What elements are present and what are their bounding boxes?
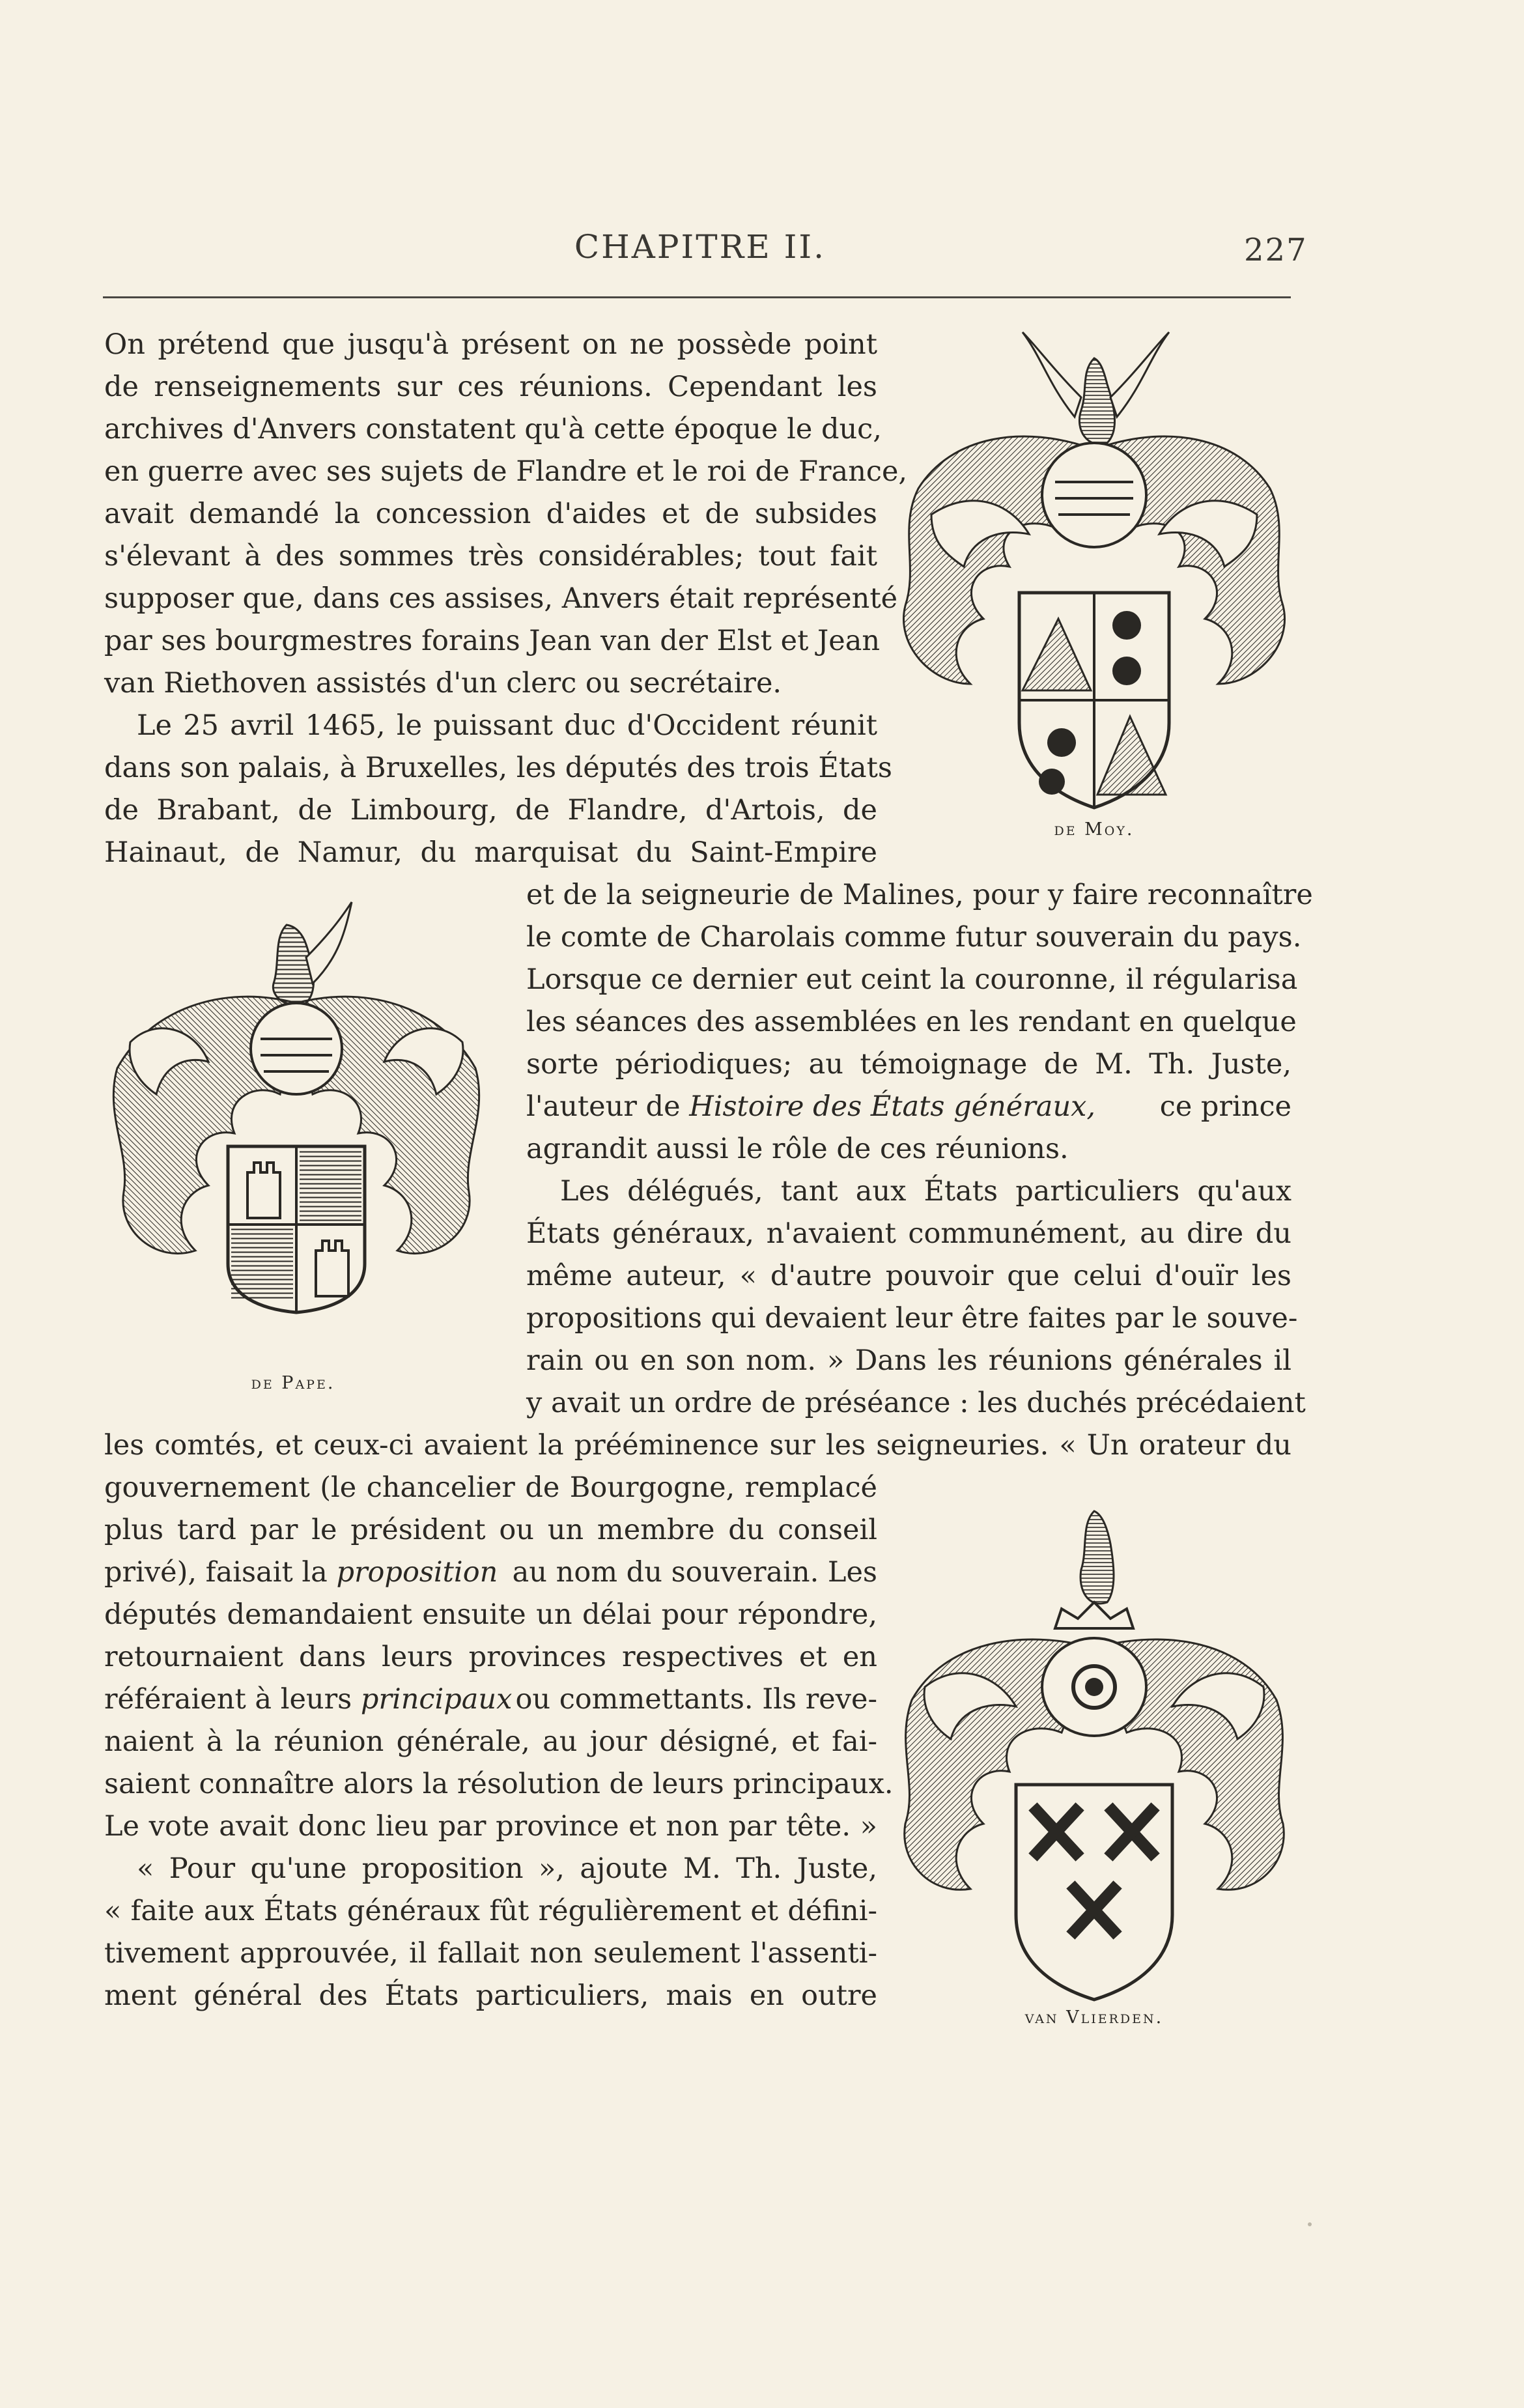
text-line: s'élevant à des sommes très considérables; tout fait	[104, 540, 877, 573]
text-line: Le vote avait donc lieu par province et non par tête. »	[104, 1810, 877, 1843]
caption-de-moy: de Moy.	[1054, 819, 1135, 840]
text-line: rain ou en son nom. » Dans les réunions générales il	[526, 1344, 1291, 1377]
text-line: tivement approuvée, il fallait non seulement l'assenti-	[104, 1937, 877, 1970]
text-line: y avait un ordre de préséance : les duchés précédaient	[526, 1387, 1306, 1419]
text-line: retournaient dans leurs provinces respectives et en	[104, 1641, 877, 1673]
text-segment: privé), faisait la proposition	[104, 1556, 498, 1589]
text-line: dans son palais, à Bruxelles, les députés des trois États	[104, 752, 892, 784]
text-line: les comtés, et ceux-ci avaient la prééminence sur les seigneuries. « Un orateur du	[104, 1429, 1291, 1462]
italic-title: Histoire des États généraux,	[689, 1090, 1096, 1123]
text-line: agrandit aussi le rôle de ces réunions.	[526, 1133, 1069, 1165]
coat-of-arms-van-vlierden-icon	[892, 1498, 1296, 2006]
text-line: plus tard par le président ou un membre du conseil	[104, 1514, 877, 1546]
text-line	[526, 1090, 1291, 1126]
caption-van-vlierden: van Vlierden.	[1024, 2007, 1164, 2028]
italic-word: proposition	[336, 1556, 498, 1589]
text-line: de Brabant, de Limbourg, de Flandre, d'Artois, de	[104, 794, 877, 827]
page-header-title: CHAPITRE II.	[574, 228, 826, 266]
text-line: saient connaître alors la résolution de leurs principaux.	[104, 1768, 894, 1800]
text-segment: l'auteur de Histoire des États généraux,	[526, 1090, 1096, 1123]
italic-word: principaux	[360, 1683, 513, 1716]
text-line: États généraux, n'avaient communément, au dire du	[526, 1217, 1291, 1250]
text-line: les séances des assemblées en les rendant en quelque	[526, 1006, 1297, 1038]
coat-of-arms-de-moy-icon	[892, 319, 1296, 814]
text-line: avait demandé la concession d'aides et de subsides	[104, 498, 877, 530]
text-line	[104, 1556, 877, 1591]
text-line: supposer que, dans ces assises, Anvers était représenté	[104, 582, 898, 615]
page-number: 227	[1244, 232, 1308, 268]
text-line: Les délégués, tant aux États particuliers qu'aux	[560, 1175, 1291, 1208]
text-line: naient à la réunion générale, au jour désigné, et fai-	[104, 1725, 877, 1758]
text-segment: ce prince	[1159, 1090, 1291, 1123]
text-line: le comte de Charolais comme futur souverain du pays.	[526, 921, 1302, 954]
text-line: « faite aux États généraux fût régulièrement et défini-	[104, 1895, 877, 1927]
header-rule	[103, 296, 1291, 298]
text-segment: ou commettants. Ils reve-	[515, 1683, 877, 1716]
text-line: van Riethoven assistés d'un clerc ou secrétaire.	[104, 667, 782, 700]
text-line: Lorsque ce dernier eut ceint la couronne, il régularisa	[526, 963, 1298, 996]
text-line: On prétend que jusqu'à présent on ne possède point	[104, 328, 877, 361]
coat-of-arms-van-vlierden	[892, 1498, 1296, 2006]
text-segment: au nom du souverain. Les	[512, 1556, 877, 1589]
text-line: et de la seigneurie de Malines, pour y faire reconnaître	[526, 879, 1313, 911]
text-line: en guerre avec ses sujets de Flandre et le roi de France,	[104, 455, 908, 488]
text-line: « Pour qu'une proposition », ajoute M. Th. Juste,	[137, 1852, 877, 1885]
text-line: ment général des États particuliers, mais en outre	[104, 1979, 877, 2012]
coat-of-arms-de-pape-icon	[104, 899, 488, 1316]
text-line: Le 25 avril 1465, le puissant duc d'Occident réunit	[137, 709, 877, 742]
text-segment: référaient à leurs principaux	[104, 1683, 513, 1716]
text-line: propositions qui devaient leur être faites par le souve-	[526, 1302, 1298, 1335]
text-line: par ses bourgmestres forains Jean van der Elst et Jean	[104, 625, 881, 657]
coat-of-arms-de-moy	[892, 319, 1296, 814]
text-line: députés demandaient ensuite un délai pour répondre,	[104, 1598, 877, 1631]
text-line: archives d'Anvers constatent qu'à cette époque le duc,	[104, 413, 882, 446]
text-line: sorte périodiques; au témoignage de M. Th. Juste,	[526, 1048, 1291, 1081]
text-line: de renseignements sur ces réunions. Cependant les	[104, 371, 877, 403]
text-line: Hainaut, de Namur, du marquisat du Saint-Empire	[104, 836, 877, 869]
caption-de-pape: de Pape.	[251, 1373, 335, 1393]
coat-of-arms-de-pape	[104, 899, 488, 1316]
text-line: même auteur, « d'autre pouvoir que celui d'ouïr les	[526, 1260, 1291, 1292]
text-line: gouvernement (le chancelier de Bourgogne, remplacé	[104, 1471, 877, 1504]
page-speck	[1308, 2222, 1312, 2226]
text-line	[104, 1683, 877, 1718]
